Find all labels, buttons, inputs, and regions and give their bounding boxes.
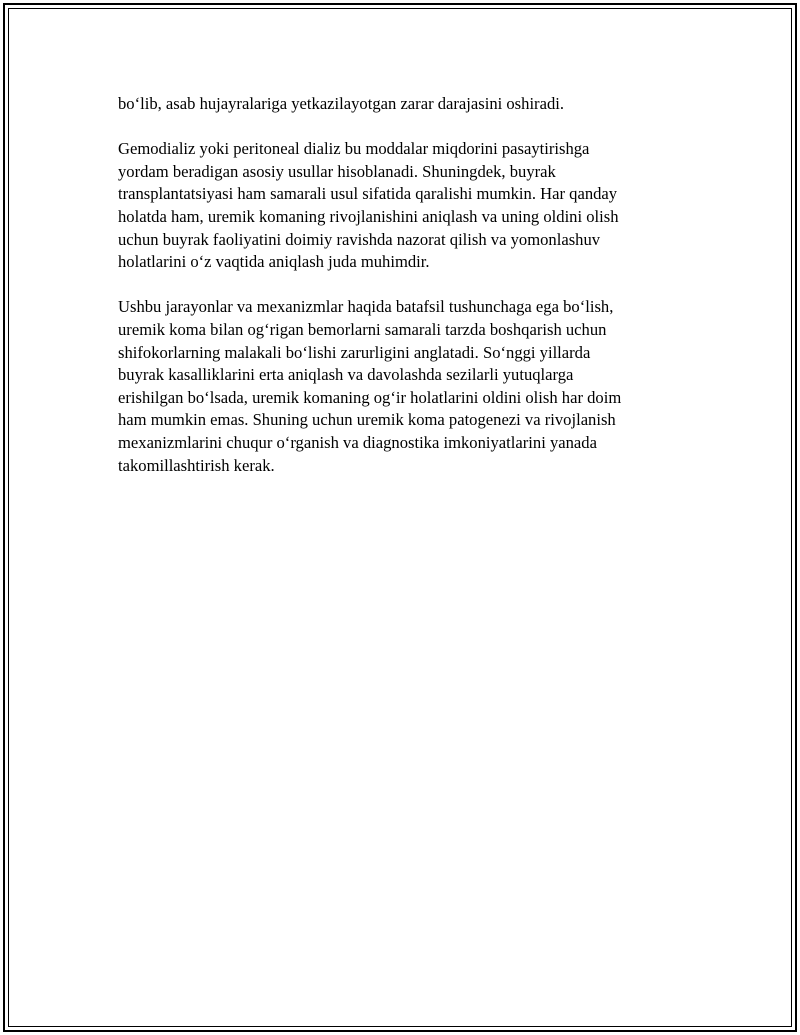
text-line: yordam beradigan asosiy usullar hisoblanadi. Shuningdek, buyrak	[118, 161, 556, 181]
text-line: Ushbu jarayonlar va mexanizmlar haqida batafsil tushunchaga ega bo‘lish,	[118, 297, 614, 317]
text-line: uchun buyrak faoliyatini doimiy ravishda nazorat qilish va yomonlashuv	[118, 229, 601, 249]
text-line: holatlarini o‘z vaqtida aniqlash juda muhimdir.	[118, 252, 430, 272]
text-line: takomillashtirish kerak.	[118, 455, 275, 475]
text-line: holatda ham, uremik komaning rivojlanishini aniqlash va uning oldini olish	[118, 206, 619, 226]
text-line: buyrak kasalliklarini erta aniqlash va davolashda sezilarli yutuqlarga	[118, 365, 574, 385]
text-line: uremik koma bilan og‘rigan bemorlarni samarali tarzda boshqarish uchun	[118, 319, 607, 339]
text-line: transplantatsiyasi ham samarali usul sifatida qaralishi mumkin. Har qanday	[118, 184, 618, 204]
text-line: mexanizmlarini chuqur o‘rganish va diagnostika imkoniyatlarini yanada	[118, 432, 597, 452]
text-line: erishilgan bo‘lsada, uremik komaning og‘ir holatlarini oldini olish har doim	[118, 387, 622, 407]
text-line: Gemodializ yoki peritoneal dializ bu moddalar miqdorini pasaytirishga	[118, 139, 590, 159]
paragraph-2	[118, 138, 688, 274]
paragraph-1	[118, 93, 688, 116]
document-body	[118, 93, 688, 500]
text-line: shifokorlarning malakali bo‘lishi zarurligini anglatadi. So‘nggi yillarda	[118, 342, 591, 362]
paragraph-3	[118, 296, 688, 477]
text-line: ham mumkin emas. Shuning uchun uremik koma patogenezi va rivojlanish	[118, 410, 616, 430]
text-line: bo‘lib, asab hujayralariga yetkazilayotgan zarar darajasini oshiradi.	[118, 94, 564, 113]
